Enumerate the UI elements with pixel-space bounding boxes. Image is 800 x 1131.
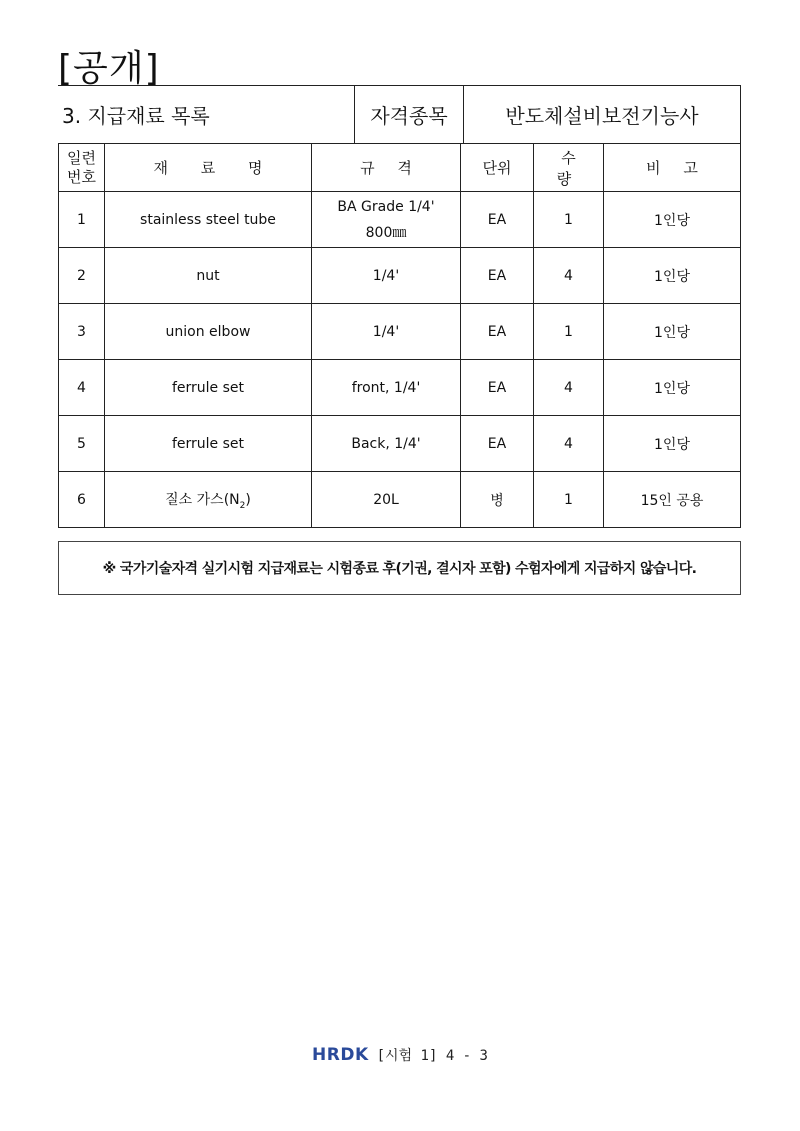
header-qty-label: 수 량 [556,148,585,188]
header-unit: 단위 [461,144,534,192]
header-spec [312,144,461,192]
table-row [59,192,741,248]
row-note: 1인당 [604,304,741,360]
row-unit: 병 [461,472,534,528]
row-spec-line1: BA Grade 1/4' [337,198,435,215]
row-name: union elbow [105,304,312,360]
notice-box: ※ 국가기술자격 실기시험 지급재료는 시험종료 후(기권, 결시자 포함) 수험자에게 지급하지 않습니다. [58,541,741,595]
row-spec: Back, 1/4' [312,416,461,472]
row-unit: EA [461,304,534,360]
header-seq-line1: 일련 [67,148,96,167]
row-note: 1인당 [604,192,741,248]
row-name: ferrule set [105,416,312,472]
row-unit: EA [461,192,534,248]
row-spec [312,192,461,248]
footer [0,1045,800,1065]
header-name-label: 재 료 명 [153,159,277,177]
row-spec: 20L [312,472,461,528]
row-qty: 1 [534,472,604,528]
row-spec: 1/4' [312,304,461,360]
section-title: 3. 지급재료 목록 [58,86,355,144]
table-row [59,304,741,360]
row-no: 1 [59,192,105,248]
row-note: 1인당 [604,248,741,304]
row-note: 15인 공용 [604,472,741,528]
row-note: 1인당 [604,360,741,416]
table-row [59,416,741,472]
row-no: 3 [59,304,105,360]
header-spec-label: 규 격 [360,159,421,177]
header-qty [534,144,604,192]
header-seq-line2: 번호 [67,167,96,186]
row-name-main: 질소 가스(N [165,491,240,508]
row-name-subscript: 2 [239,500,246,511]
row-spec-line2: 800㎜ [365,224,407,241]
header-seq [59,144,105,192]
row-qty: 1 [534,192,604,248]
row-name [105,472,312,528]
qualification-value: 반도체설비보전기능사 [464,86,741,144]
row-qty: 4 [534,248,604,304]
row-qty: 1 [534,304,604,360]
row-name: stainless steel tube [105,192,312,248]
row-name: nut [105,248,312,304]
row-no: 2 [59,248,105,304]
row-qty: 4 [534,360,604,416]
row-name-close: ) [245,491,251,508]
row-qty: 4 [534,416,604,472]
header-note [604,144,741,192]
row-unit: EA [461,416,534,472]
table-header-row [59,144,741,192]
hrdk-logo: HRDK [312,1045,369,1065]
row-no: 4 [59,360,105,416]
table-row [59,472,741,528]
row-name: ferrule set [105,360,312,416]
header-note-label: 비 고 [646,159,707,177]
qualification-label: 자격종목 [355,86,464,144]
table-row [59,248,741,304]
page-tag: [공개] [58,48,160,89]
header-name [105,144,312,192]
row-unit: EA [461,248,534,304]
row-no: 6 [59,472,105,528]
materials-table [58,143,741,528]
row-unit: EA [461,360,534,416]
header-table [58,85,741,143]
row-spec: 1/4' [312,248,461,304]
row-no: 5 [59,416,105,472]
row-note: 1인당 [604,416,741,472]
page-number: [시험 1] 4 - 3 [376,1048,488,1064]
row-spec: front, 1/4' [312,360,461,416]
table-row [59,360,741,416]
